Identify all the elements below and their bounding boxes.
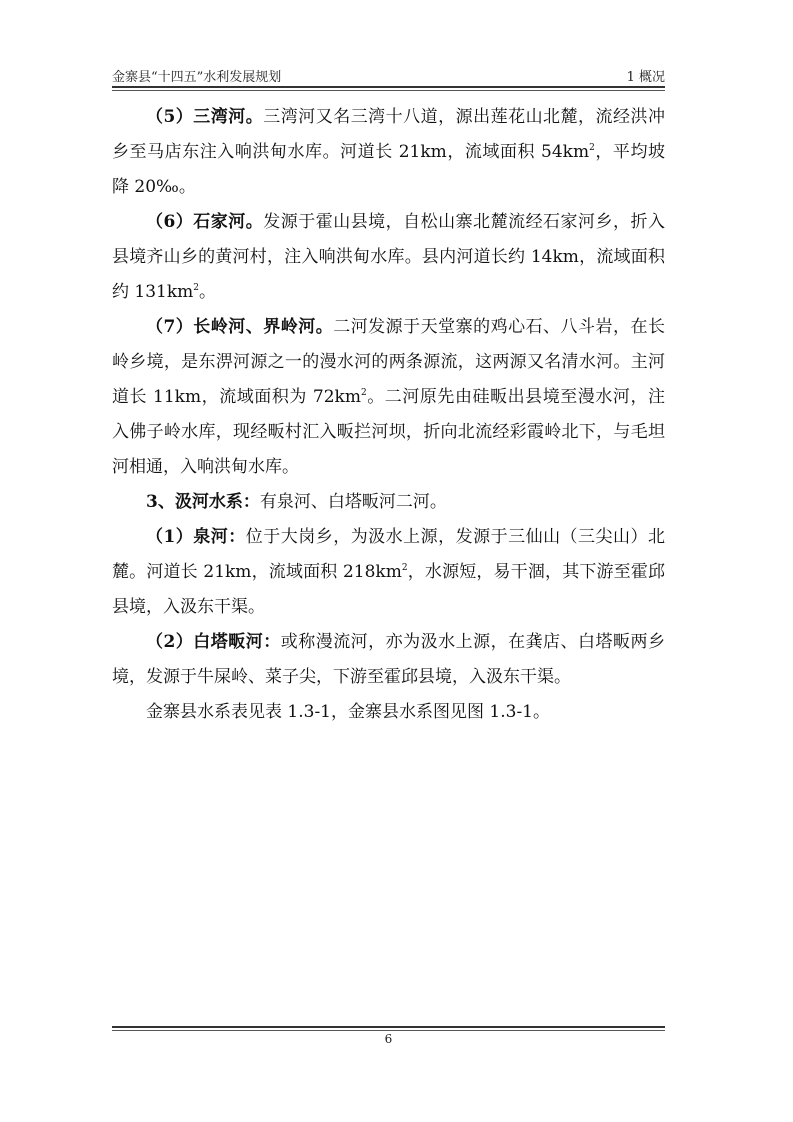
header-rule-thin (112, 90, 665, 91)
page-header (112, 62, 665, 84)
paragraph-sanwan-river (112, 100, 665, 205)
paragraph-heading: 3、汲河水系： (146, 492, 260, 512)
footer-rule-thick (112, 1026, 665, 1028)
header-rule-thick (112, 86, 665, 88)
paragraph-text: 或称漫流河，亦为汲水上源，在龚店、白塔畈两乡境，发源于牛屎岭、菜子尖，下游至霍邱县境，入汲东干渠。 (112, 632, 665, 687)
paragraph-changling-jieling-river (112, 310, 665, 485)
paragraph-text: 有泉河、白塔畈河二河。 (259, 492, 447, 512)
page-number: 6 (384, 1032, 393, 1046)
footer-rule-thin (112, 1030, 665, 1031)
paragraph-text: 发源于霍山县境，自松山寨北麓流经石家河乡，折入县境齐山乡的黄河村，注入响洪甸水库。县内河道长约 14km，流域面积约 131km (112, 212, 665, 302)
paragraph-text: ，平均坡降 20‰。 (112, 142, 666, 197)
paragraph-heading: （2）白塔畈河： (146, 632, 281, 652)
body-text (112, 100, 665, 730)
superscript: 2 (401, 563, 408, 573)
header-document-title: 金寨县“十四五”水利发展规划 (112, 70, 282, 85)
paragraph-text: 。二河原先由硅畈出县境至漫水河，注入佛子岭水库，现经畈村汇入畈拦河坝，折向北流经彩霞岭北下，与毛坦河相通，入响洪甸水库。 (112, 387, 666, 477)
paragraph-shijia-river (112, 205, 665, 310)
paragraph-heading: （7）长岭河、界岭河。 (146, 317, 334, 337)
paragraph-table-reference (112, 695, 665, 730)
paragraph-text: 。 (199, 282, 217, 302)
paragraph-quan-river (112, 520, 665, 625)
header-chapter-title: 1 概况 (626, 70, 665, 85)
superscript: 2 (193, 283, 200, 293)
paragraph-heading: （6）石家河。 (146, 212, 264, 232)
paragraph-heading: （5）三湾河。 (146, 107, 264, 127)
paragraph-text: ，水源短，易干涸，其下游至霍邱县境，入汲东干渠。 (112, 562, 666, 617)
paragraph-text: 三湾河又名三湾十八道，源出莲花山北麓，流经洪冲乡至马店东注入响洪甸水库。河道长 21km，流域面积 54km (112, 107, 665, 162)
superscript: 2 (360, 388, 367, 398)
paragraph-heading: （1）泉河： (146, 527, 246, 547)
paragraph-text: 位于大岗乡，为汲水上源，发源于三仙山（三尖山）北麓。河道长 21km，流域面积 218km (112, 527, 665, 582)
paragraph-ji-river-system (112, 485, 665, 520)
superscript: 2 (589, 143, 595, 153)
paragraph-text: 金寨县水系表见表 1.3-1，金寨县水系图见图 1.3-1。 (146, 702, 550, 722)
paragraph-baitafan-river (112, 625, 665, 695)
paragraph-text: 二河发源于天堂寨的鸡心石、八斗岩，在长岭乡境，是东淠河源之一的漫水河的两条源流，这两源又名清水河。主河道长 11km，流域面积为 72km (112, 317, 665, 407)
